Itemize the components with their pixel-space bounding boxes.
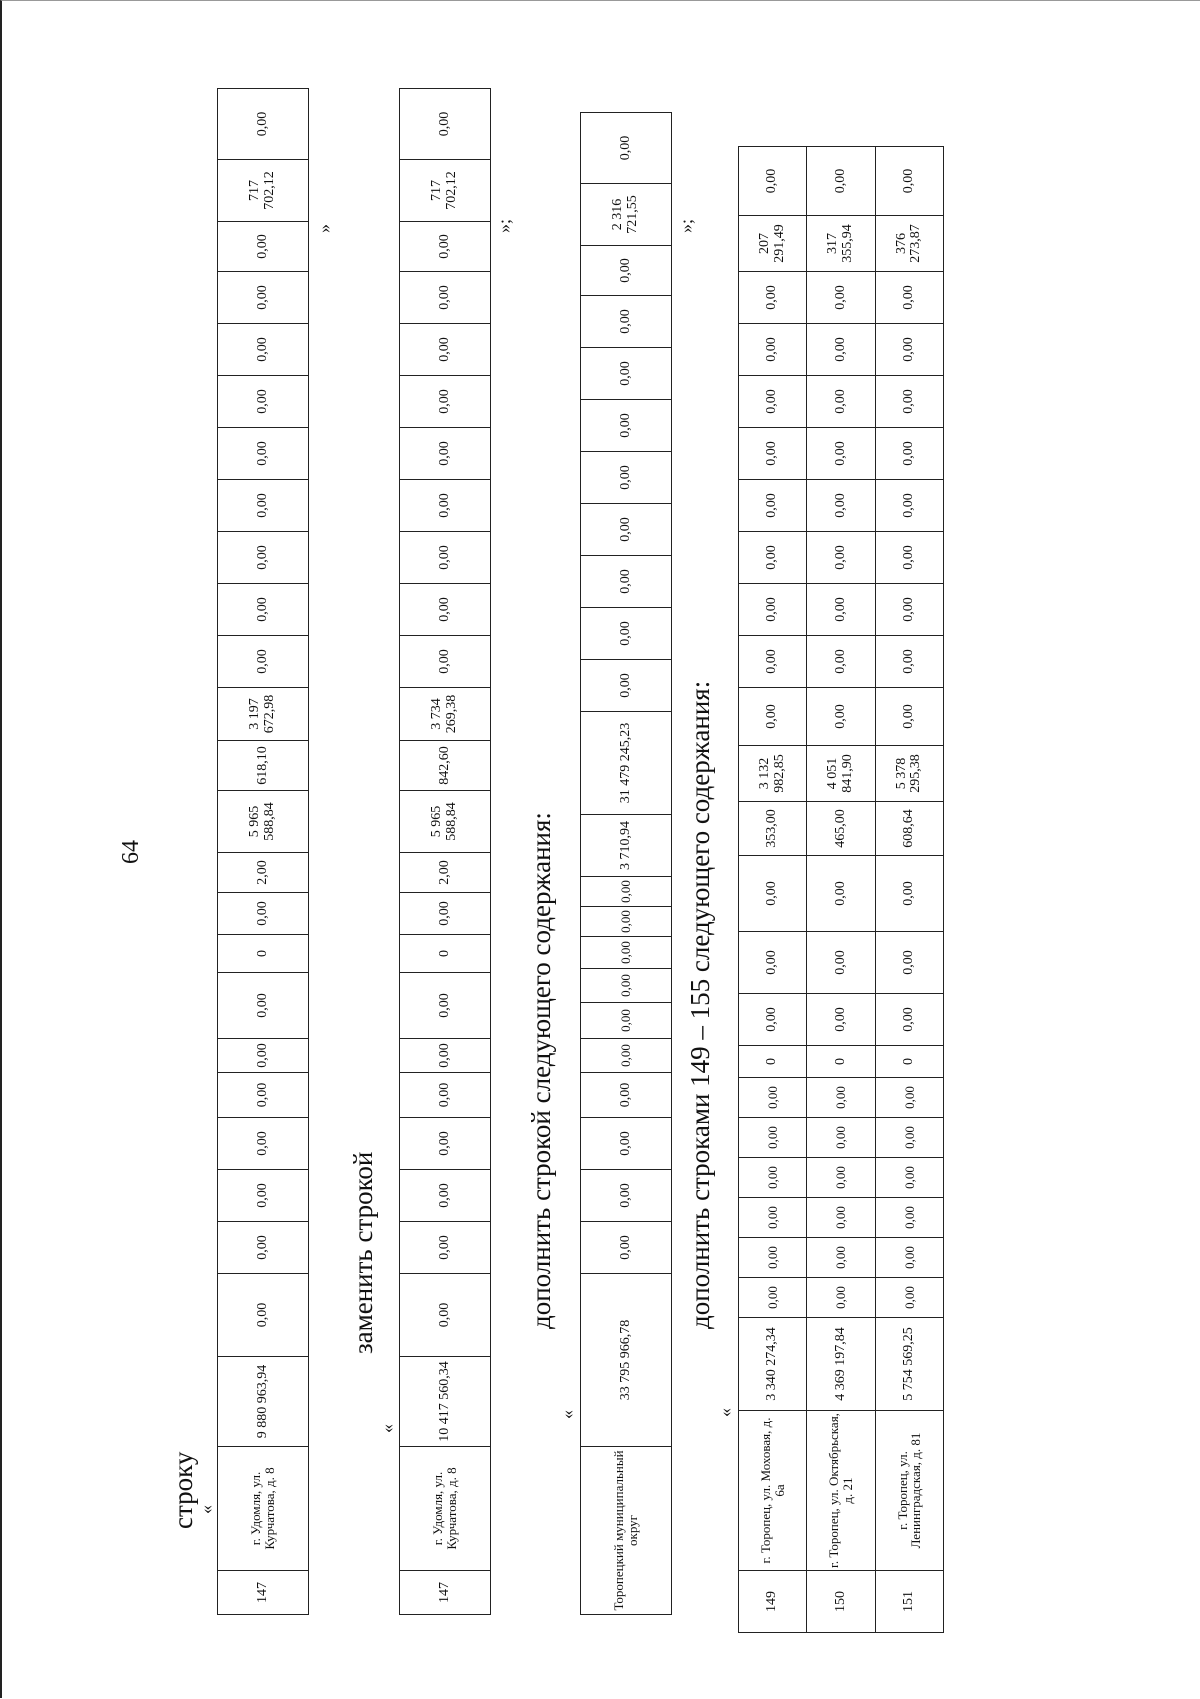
cell: 353,00 [739, 802, 807, 856]
cell: 0,00 [581, 877, 672, 907]
cell-address: Торопецкий муниципальный округ [581, 1447, 672, 1615]
cell: 0,00 [807, 532, 875, 584]
cell: 0,00 [739, 480, 807, 532]
cell: 0,00 [218, 584, 309, 636]
cell: 0,00 [875, 1238, 943, 1278]
cell: 3 132 982,85 [739, 746, 807, 802]
cell: 0,00 [218, 532, 309, 584]
cell: 2,00 [400, 853, 491, 893]
cell: 0,00 [807, 856, 875, 932]
cell: 0,00 [400, 584, 491, 636]
cell: 0,00 [807, 1198, 875, 1238]
cell: 0,00 [875, 272, 943, 324]
cell: 4 369 197,84 [807, 1318, 875, 1411]
cell: 0,00 [400, 1118, 491, 1170]
cell: 0,00 [581, 1222, 672, 1274]
cell: 0,00 [739, 324, 807, 376]
cell-address: г. Удомля, ул. Курчатова, д. 8 [400, 1447, 491, 1571]
cell: 0 [875, 1046, 943, 1078]
cell: 0,00 [581, 1039, 672, 1073]
cell: 0,00 [807, 994, 875, 1046]
cell: 0,00 [875, 1198, 943, 1238]
cell: 0,00 [739, 1198, 807, 1238]
cell: 2,00 [218, 853, 309, 893]
cell: 147 [400, 1571, 491, 1615]
table-section-1 [217, 88, 309, 1615]
cell: 5 965 588,84 [218, 791, 309, 853]
cell: 0,00 [875, 584, 943, 636]
cell: 0,00 [400, 636, 491, 688]
cell: 465,00 [807, 802, 875, 856]
cell: 608,64 [875, 802, 943, 856]
cell: 0,00 [218, 222, 309, 272]
table-section-2 [399, 88, 491, 1615]
cell: 0,00 [400, 893, 491, 935]
cell: 0,00 [400, 1073, 491, 1118]
cell: 0,00 [739, 1278, 807, 1318]
cell: 0,00 [218, 324, 309, 376]
cell: 31 479 245,23 [581, 712, 672, 815]
table-row [875, 147, 943, 1633]
cell: 10 417 560,34 [400, 1357, 491, 1447]
cell: 0,00 [807, 584, 875, 636]
cell: 0 [807, 1046, 875, 1078]
cell: 9 880 963,94 [218, 1357, 309, 1447]
cell: 0,00 [400, 428, 491, 480]
cell: 150 [807, 1571, 875, 1633]
table-row [218, 89, 309, 1615]
cell: 3 734 269,38 [400, 688, 491, 741]
cell: 0,00 [875, 428, 943, 480]
cell: 0,00 [400, 89, 491, 160]
cell-address: г. Удомля, ул. Курчатова, д. 8 [218, 1447, 309, 1571]
cell: 317 355,94 [807, 216, 875, 272]
cell: 0,00 [400, 1222, 491, 1274]
cell-address: г. Торопец, ул. Ленинградская, д. 81 [875, 1411, 943, 1571]
cell: 0,00 [739, 147, 807, 216]
cell: 33 795 966,78 [581, 1274, 672, 1447]
cell: 717 702,12 [218, 160, 309, 222]
cell: 0,00 [581, 1003, 672, 1039]
cell: 147 [218, 1571, 309, 1615]
cell: 0,00 [400, 222, 491, 272]
cell: 0,00 [875, 376, 943, 428]
cell: 0,00 [581, 296, 672, 348]
table-row [807, 147, 875, 1633]
cell: 0,00 [807, 147, 875, 216]
page-number: 64 [118, 840, 144, 864]
cell: 0,00 [218, 1039, 309, 1073]
cell: 0,00 [807, 272, 875, 324]
cell: 0,00 [218, 480, 309, 532]
cell: 0,00 [807, 480, 875, 532]
cell: 0,00 [581, 907, 672, 937]
cell: 0,00 [400, 324, 491, 376]
section-4-open-quote: « [715, 1408, 735, 1417]
cell: 0,00 [875, 932, 943, 994]
table-section-3 [580, 112, 672, 1615]
cell: 0,00 [739, 428, 807, 480]
cell: 5 754 569,25 [875, 1318, 943, 1411]
cell: 842,60 [400, 741, 491, 791]
cell: 0,00 [581, 400, 672, 452]
cell: 0,00 [739, 1078, 807, 1118]
table-row [581, 113, 672, 1615]
section-2-phrase: заменить строкой [348, 1151, 378, 1354]
cell: 0,00 [807, 376, 875, 428]
section-3-phrase: дополнить строкой следующего содержания: [526, 812, 556, 1329]
cell: 0,00 [807, 1238, 875, 1278]
cell: 0,00 [218, 636, 309, 688]
cell: 0 [218, 935, 309, 973]
cell: 0 [400, 935, 491, 973]
cell: 0,00 [875, 1118, 943, 1158]
cell: 4 051 841,90 [807, 746, 875, 802]
cell: 0,00 [739, 932, 807, 994]
cell: 0,00 [875, 480, 943, 532]
cell: 0,00 [218, 1073, 309, 1118]
cell: 0,00 [218, 1222, 309, 1274]
cell: 0,00 [807, 1078, 875, 1118]
cell: 5 965 588,84 [400, 791, 491, 853]
cell: 0,00 [875, 636, 943, 688]
cell: 0,00 [739, 1158, 807, 1198]
cell: 207 291,49 [739, 216, 807, 272]
cell: 0,00 [875, 1158, 943, 1198]
cell: 0,00 [807, 688, 875, 746]
cell: 151 [875, 1571, 943, 1633]
cell: 0,00 [739, 532, 807, 584]
cell: 0,00 [739, 994, 807, 1046]
cell-address: г. Торопец, ул. Моховая, д. 6а [739, 1411, 807, 1571]
section-1-open-quote: « [196, 1505, 216, 1514]
cell: 0,00 [739, 636, 807, 688]
cell: 0,00 [875, 324, 943, 376]
table-row [739, 147, 807, 1633]
cell: 0,00 [875, 688, 943, 746]
cell: 0,00 [218, 1274, 309, 1357]
cell: 0,00 [581, 608, 672, 660]
cell: 0,00 [218, 1170, 309, 1222]
cell: 0,00 [739, 688, 807, 746]
cell: 0,00 [218, 89, 309, 160]
cell: 0,00 [807, 1278, 875, 1318]
cell: 0,00 [400, 1170, 491, 1222]
table-section-4 [738, 146, 944, 1633]
section-1-close-quote: » [314, 224, 334, 233]
cell: 149 [739, 1571, 807, 1633]
cell: 0,00 [875, 1078, 943, 1118]
cell: 0,00 [400, 376, 491, 428]
cell: 0,00 [218, 893, 309, 935]
cell: 0,00 [581, 556, 672, 608]
cell: 0,00 [581, 348, 672, 400]
cell: 0,00 [218, 973, 309, 1039]
section-3-open-quote: « [557, 1410, 577, 1419]
cell: 717 702,12 [400, 160, 491, 222]
cell: 0,00 [581, 660, 672, 712]
section-1-phrase: строку [168, 1451, 198, 1529]
cell: 0,00 [400, 480, 491, 532]
cell: 0,00 [218, 428, 309, 480]
cell: 0,00 [739, 584, 807, 636]
cell: 0,00 [739, 376, 807, 428]
cell: 0,00 [807, 428, 875, 480]
cell: 0,00 [875, 532, 943, 584]
section-4-phrase: дополнить строками 149 – 155 следующего содержания: [685, 680, 715, 1329]
cell: 0,00 [739, 272, 807, 324]
cell: 2 316 721,55 [581, 184, 672, 246]
cell: 0,00 [581, 1170, 672, 1222]
cell: 3 197 672,98 [218, 688, 309, 741]
cell: 0,00 [581, 452, 672, 504]
cell: 0,00 [739, 856, 807, 932]
section-2-open-quote: « [377, 1424, 397, 1433]
cell: 0,00 [581, 969, 672, 1003]
cell: 0,00 [400, 1274, 491, 1357]
cell: 0,00 [807, 1118, 875, 1158]
cell: 0,00 [739, 1238, 807, 1278]
section-2-close-quote: »; [494, 218, 514, 233]
cell: 0,00 [400, 1039, 491, 1073]
cell: 0,00 [218, 1118, 309, 1170]
cell-address: г. Торопец, ул. Октябрьская, д. 21 [807, 1411, 875, 1571]
cell: 0,00 [807, 324, 875, 376]
cell: 0,00 [875, 1278, 943, 1318]
cell: 0,00 [218, 376, 309, 428]
cell: 0,00 [807, 932, 875, 994]
cell: 0,00 [218, 272, 309, 324]
cell: 0,00 [400, 532, 491, 584]
table-row [400, 89, 491, 1615]
cell: 0,00 [875, 994, 943, 1046]
section-3-close-quote: »; [676, 218, 696, 233]
cell: 376 273,87 [875, 216, 943, 272]
cell: 5 378 295,38 [875, 746, 943, 802]
cell: 0,00 [581, 113, 672, 184]
cell: 0,00 [875, 147, 943, 216]
cell: 3 340 274,34 [739, 1318, 807, 1411]
cell: 0,00 [807, 636, 875, 688]
cell: 0,00 [739, 1118, 807, 1158]
cell: 0,00 [875, 856, 943, 932]
cell: 0,00 [400, 973, 491, 1039]
cell: 0,00 [581, 1118, 672, 1170]
cell: 3 710,94 [581, 815, 672, 877]
cell: 0,00 [581, 246, 672, 296]
cell: 0,00 [581, 504, 672, 556]
cell: 0,00 [581, 937, 672, 969]
cell: 0,00 [581, 1073, 672, 1118]
cell: 0 [739, 1046, 807, 1078]
cell: 618,10 [218, 741, 309, 791]
cell: 0,00 [400, 272, 491, 324]
cell: 0,00 [807, 1158, 875, 1198]
